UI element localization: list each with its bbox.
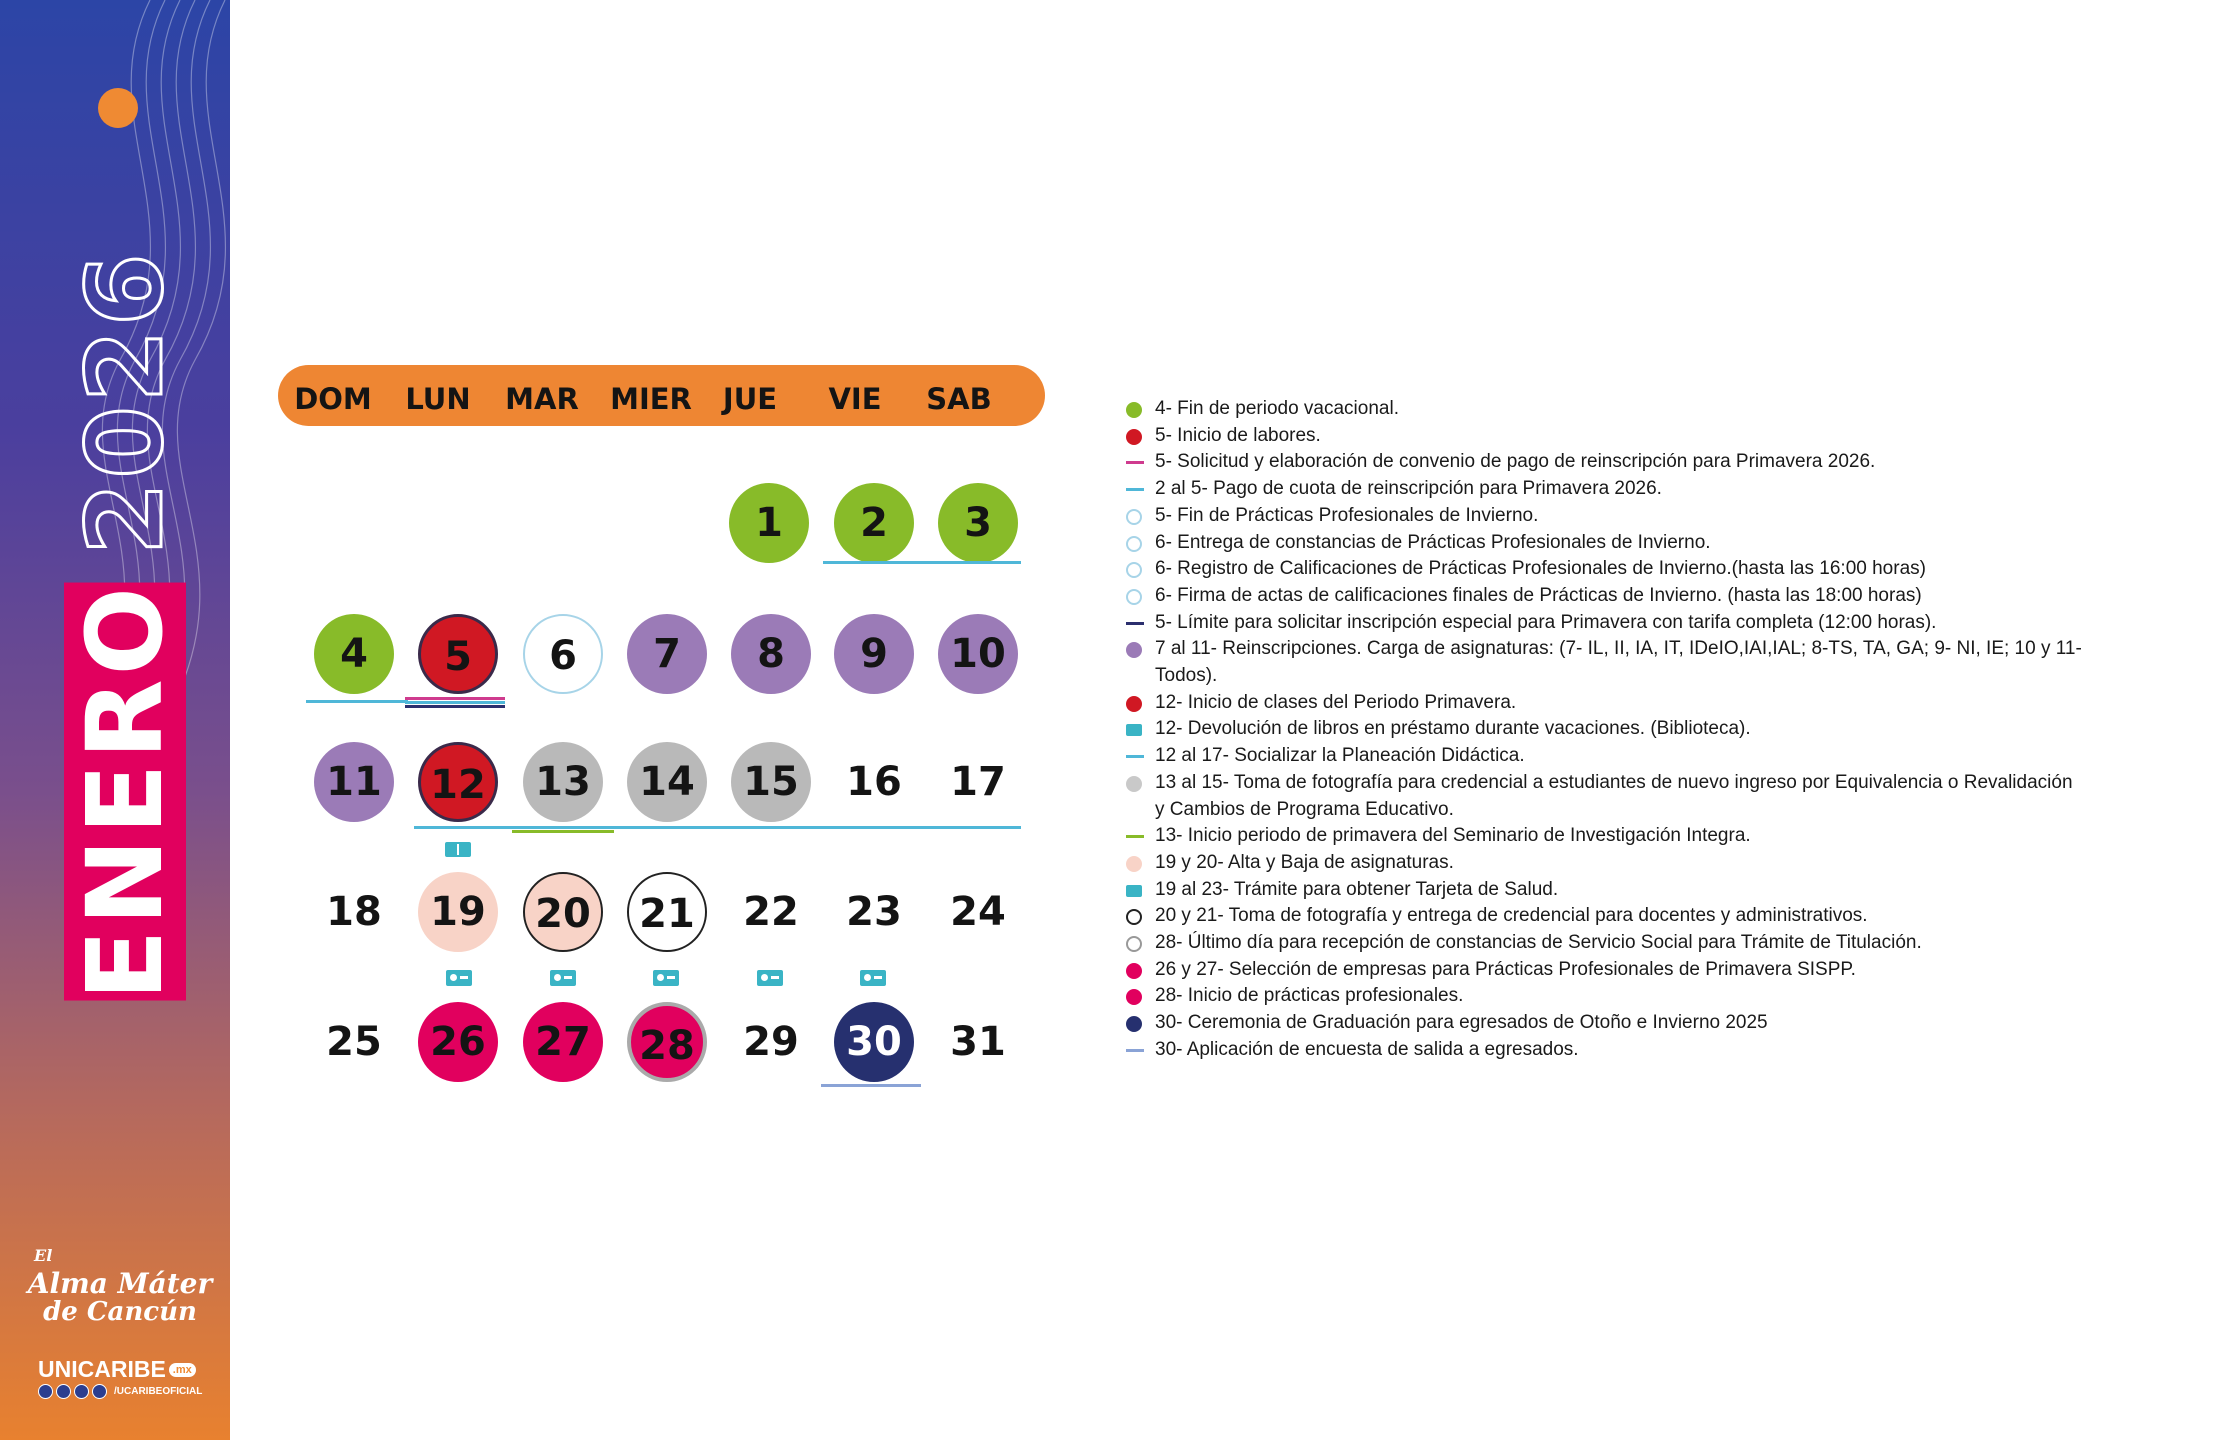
- sidebar: [0, 0, 230, 1440]
- weekday-sab: SAB: [926, 382, 992, 416]
- day-9[interactable]: 9: [834, 614, 914, 694]
- day-15[interactable]: 15: [731, 742, 811, 822]
- gray-dot-icon: [1126, 776, 1142, 792]
- day-26[interactable]: 26: [418, 1002, 498, 1082]
- day-1[interactable]: 1: [729, 483, 809, 563]
- day-18[interactable]: 18: [326, 889, 382, 935]
- twitter-icon[interactable]: [74, 1384, 89, 1399]
- event-legend: [1126, 396, 2086, 1064]
- day-28[interactable]: 28: [627, 1002, 707, 1082]
- weekday-lun: LUN: [405, 382, 471, 416]
- legend-item: 13 al 15- Toma de fotografía para credencial a estudiantes de nuevo ingreso por Equivalencia o Revalidación y Cambios de Programa Educativo.: [1126, 770, 2086, 823]
- day-13[interactable]: 13: [523, 742, 603, 822]
- day-21[interactable]: 21: [627, 872, 707, 952]
- health-card-icon: [653, 970, 679, 986]
- planning-line-12-17: [414, 826, 1021, 829]
- day-2[interactable]: 2: [834, 483, 914, 563]
- year: 2026: [64, 249, 186, 555]
- social-links: [38, 1384, 202, 1399]
- health-card-icon: [446, 970, 472, 986]
- survey-line-30: [821, 1084, 921, 1087]
- day-12[interactable]: 12: [418, 742, 498, 822]
- deadline-line-5: [405, 705, 505, 708]
- payment-line-4: [306, 700, 408, 703]
- payment-line-5: [405, 701, 505, 704]
- weekday-header: [278, 365, 1045, 426]
- legend-item: 30- Ceremonia de Graduación para egresados de Otoño e Invierno 2025: [1126, 1010, 2086, 1037]
- purple-dot-icon: [1126, 642, 1142, 658]
- day-27[interactable]: 27: [523, 1002, 603, 1082]
- agreement-line-5: [405, 697, 505, 700]
- book-icon: [1126, 724, 1142, 736]
- brand-logo: [38, 1356, 196, 1383]
- legend-item: 5- Límite para solicitar inscripción especial para Primavera con tarifa completa (12:00 horas).: [1126, 610, 2086, 637]
- legend-item: 28- Inicio de prácticas profesionales.: [1126, 983, 2086, 1010]
- month-name: ENERO: [64, 582, 186, 1001]
- legend-item: 26 y 27- Selección de empresas para Prácticas Profesionales de Primavera SISPP.: [1126, 957, 2086, 984]
- day-8[interactable]: 8: [731, 614, 811, 694]
- legend-item: 2 al 5- Pago de cuota de reinscripción para Primavera 2026.: [1126, 476, 2086, 503]
- payment-line-2-3: [823, 561, 1021, 564]
- legend-item: 12- Inicio de clases del Periodo Primavera.: [1126, 690, 2086, 717]
- navy-line-icon: [1126, 622, 1144, 625]
- day-29[interactable]: 29: [743, 1019, 799, 1065]
- day-22[interactable]: 22: [743, 889, 799, 935]
- day-24[interactable]: 24: [950, 889, 1006, 935]
- day-7[interactable]: 7: [627, 614, 707, 694]
- legend-item: 6- Entrega de constancias de Prácticas Profesionales de Invierno.: [1126, 530, 2086, 557]
- legend-item: 5- Solicitud y elaboración de convenio de pago de reinscripción para Primavera 2026.: [1126, 449, 2086, 476]
- peach-dot-icon: [1126, 856, 1142, 872]
- slogan-line-2: Alma Máter: [27, 1267, 213, 1300]
- slogan-line-1: El: [34, 1246, 53, 1265]
- health-card-icon: [757, 970, 783, 986]
- magenta-dot-icon: [1126, 963, 1142, 979]
- light-blue-circle-icon: [1126, 509, 1142, 525]
- legend-item: 6- Firma de actas de calificaciones finales de Prácticas de Invierno. (hasta las 18:00 horas): [1126, 583, 2086, 610]
- health-card-icon: [550, 970, 576, 986]
- legend-item: 12 al 17- Socializar la Planeación Didáctica.: [1126, 743, 2086, 770]
- black-circle-icon: [1126, 909, 1142, 925]
- day-19[interactable]: 19: [418, 872, 498, 952]
- youtube-icon[interactable]: [92, 1384, 107, 1399]
- day-14[interactable]: 14: [627, 742, 707, 822]
- day-6[interactable]: 6: [523, 614, 603, 694]
- day-11[interactable]: 11: [314, 742, 394, 822]
- day-23[interactable]: 23: [846, 889, 902, 935]
- instagram-icon[interactable]: [56, 1384, 71, 1399]
- health-card-icon: [860, 970, 886, 986]
- red-dot-icon: [1126, 429, 1142, 445]
- magenta-line-icon: [1126, 461, 1144, 464]
- slogan-line-3: de Cancún: [43, 1297, 197, 1327]
- legend-item: 7 al 11- Reinscripciones. Carga de asignaturas: (7- IL, II, IA, IT, IDeIO,IAI,IAL; 8-TS, TA, GA; 9- NI, IE; 10 y 11- Todos).: [1126, 636, 2086, 689]
- legend-item: 5- Inicio de labores.: [1126, 423, 2086, 450]
- legend-item: 13- Inicio periodo de primavera del Seminario de Investigación Integra.: [1126, 823, 2086, 850]
- light-blue-circle-icon: [1126, 562, 1142, 578]
- day-10[interactable]: 10: [938, 614, 1018, 694]
- day-31[interactable]: 31: [950, 1019, 1006, 1065]
- legend-item: 5- Fin de Prácticas Profesionales de Invierno.: [1126, 503, 2086, 530]
- legend-item: 20 y 21- Toma de fotografía y entrega de credencial para docentes y administrativos.: [1126, 903, 2086, 930]
- health-card-icon: [1126, 885, 1142, 897]
- red-dot-icon: [1126, 696, 1142, 712]
- day-5[interactable]: 5: [418, 614, 498, 694]
- brand-suffix: .mx: [169, 1363, 196, 1377]
- orange-dot: [98, 88, 138, 128]
- day-30[interactable]: 30: [834, 1002, 914, 1082]
- weekday-vie: VIE: [828, 382, 882, 416]
- green-line-icon: [1126, 835, 1144, 838]
- legend-item: 28- Último día para recepción de constancias de Servicio Social para Trámite de Titulación.: [1126, 930, 2086, 957]
- magenta-dot-icon: [1126, 989, 1142, 1005]
- cyan-line-icon: [1126, 755, 1144, 758]
- legend-item: 6- Registro de Calificaciones de Prácticas Profesionales de Invierno.(hasta las 16:00 horas): [1126, 556, 2086, 583]
- day-20[interactable]: 20: [523, 872, 603, 952]
- lavender-line-icon: [1126, 1049, 1144, 1052]
- day-17[interactable]: 17: [950, 759, 1006, 805]
- gray-circle-icon: [1126, 936, 1142, 952]
- day-16[interactable]: 16: [846, 759, 902, 805]
- legend-item: 4- Fin de periodo vacacional.: [1126, 396, 2086, 423]
- weekday-dom: DOM: [294, 382, 372, 416]
- weekday-mier: MIER: [610, 382, 692, 416]
- slogan: [20, 1242, 220, 1326]
- green-dot-icon: [1126, 402, 1142, 418]
- light-blue-circle-icon: [1126, 589, 1142, 605]
- cyan-line-icon: [1126, 488, 1144, 491]
- book-icon: [445, 842, 471, 857]
- legend-item: 30- Aplicación de encuesta de salida a egresados.: [1126, 1037, 2086, 1064]
- month-title: [64, 249, 186, 1000]
- facebook-icon[interactable]: [38, 1384, 53, 1399]
- social-handle: /UCARIBEOFICIAL: [114, 1386, 203, 1397]
- legend-item: 19 y 20- Alta y Baja de asignaturas.: [1126, 850, 2086, 877]
- seminar-line-13: [512, 830, 614, 833]
- day-4[interactable]: 4: [314, 614, 394, 694]
- legend-item: 19 al 23- Trámite para obtener Tarjeta de Salud.: [1126, 877, 2086, 904]
- navy-dot-icon: [1126, 1016, 1142, 1032]
- weekday-mar: MAR: [505, 382, 579, 416]
- weekday-jue: JUE: [722, 382, 778, 416]
- legend-item: 12- Devolución de libros en préstamo durante vacaciones. (Biblioteca).: [1126, 716, 2086, 743]
- light-blue-circle-icon: [1126, 536, 1142, 552]
- brand-name: UNICARIBE: [38, 1356, 166, 1382]
- day-3[interactable]: 3: [938, 483, 1018, 563]
- day-25[interactable]: 25: [326, 1019, 382, 1065]
